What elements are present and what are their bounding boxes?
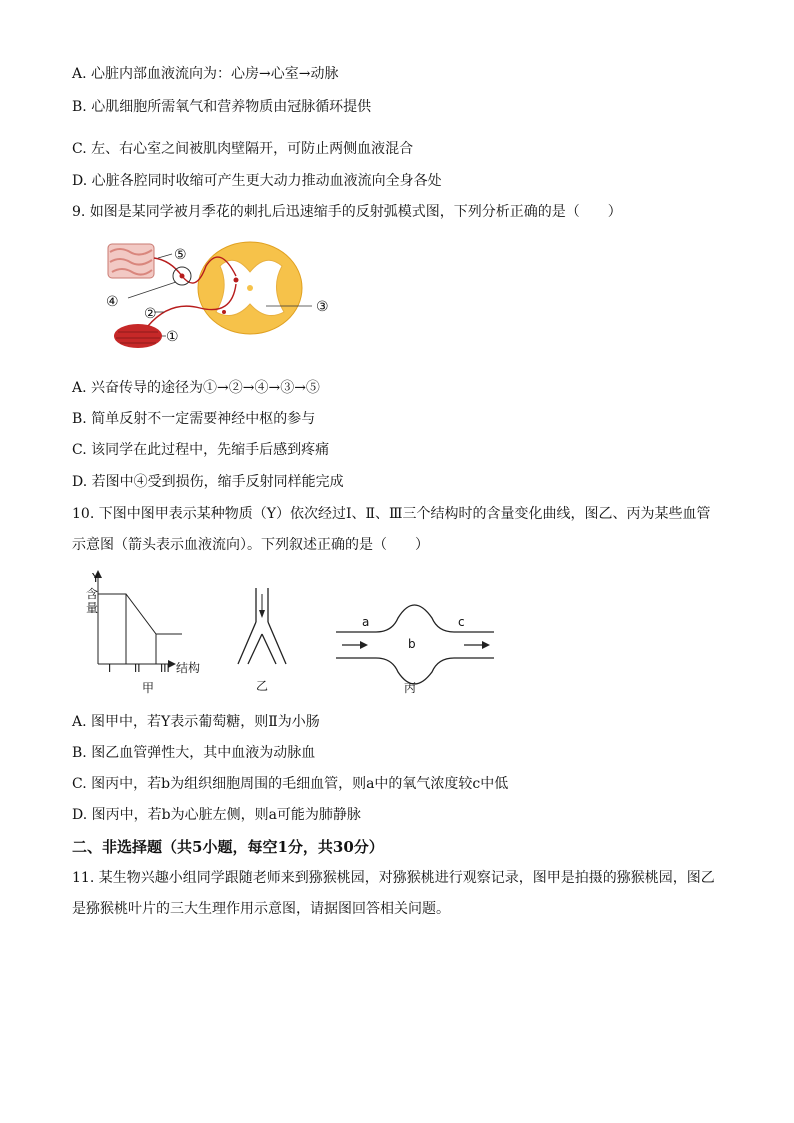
figure-yi [232,586,292,696]
q10-stem-line1: 10. 下图中图甲表示某种物质（Y）依次经过Ⅰ、Ⅱ、Ⅲ三个结构时的含量变化曲线，图乙、丙为某些血管 [72,506,711,522]
bing-label-a: a [362,615,370,629]
q8-option-d: D. 心脏各腔同时收缩可产生更大动力推动血液流向全身各处 [72,173,442,189]
q10-option-d: D. 图丙中，若b为心脏左侧，则a可能为肺静脉 [72,807,361,823]
jia-tick-ii: II [134,662,141,675]
q10-option-b: B. 图乙血管弹性大，其中血液为动脉血 [72,745,316,761]
bing-label-b: b [408,637,416,651]
jia-y-unit-2: 量 [86,601,99,615]
q8-option-b: B. 心肌细胞所需氧气和营养物质由冠脉循环提供 [72,99,372,115]
figure-jia [84,568,214,696]
reflex-arc-figure [100,236,340,354]
label-4: ④ [106,294,119,310]
label-2: ② [144,306,157,322]
q9-option-d: D. 若图中④受到损伤，缩手反射同样能完成 [72,474,344,490]
skin-receptor-graphic [108,244,154,278]
muscle-effector-graphic [114,324,162,348]
q8-option-a: A. 心脏内部血液流向为：心房→心室→动脉 [72,66,339,82]
jia-tick-iii: III [160,662,170,675]
q11-line2: 是猕猴桃叶片的三大生理作用示意图，请据图回答相关问题。 [72,901,450,917]
figure-bing [334,580,496,696]
yi-caption: 乙 [256,679,269,693]
q9-option-c: C. 该同学在此过程中，先缩手后感到疼痛 [72,442,330,458]
q10-option-c: C. 图丙中，若b为组织细胞周围的毛细血管，则a中的氧气浓度较c中低 [72,776,509,792]
q8-option-c: C. 左、右心室之间被肌肉壁隔开，可防止两侧血液混合 [72,141,414,157]
q10-stem-line2: 示意图（箭头表示血液流向）。下列叙述正确的是（ ） [72,537,429,553]
jia-y-unit-1: 含 [86,587,99,601]
bing-label-c: c [458,615,465,629]
q11-line1: 11. 某生物兴趣小组同学跟随老师来到猕猴桃园，对猕猴桃进行观察记录，图甲是拍摄的猕猴桃园，图乙 [72,870,715,886]
label-1: ① [166,329,179,345]
section-heading: 二、非选择题（共5小题，每空1分，共30分） [72,838,384,856]
label-5: ⑤ [174,247,187,263]
bing-caption: 丙 [404,681,417,695]
jia-caption: 甲 [142,681,155,695]
jia-tick-i: I [108,662,112,675]
jia-x-label: 结构 [176,661,201,675]
q9-option-a: A. 兴奋传导的途径为①→②→④→③→⑤ [72,380,320,396]
q10-option-a: A. 图甲中，若Y表示葡萄糖，则Ⅱ为小肠 [72,714,320,730]
q9-option-b: B. 简单反射不一定需要神经中枢的参与 [72,411,316,427]
label-3: ③ [316,299,329,315]
jia-y-label: Y [92,571,100,585]
q9-stem: 9. 如图是某同学被月季花的刺扎后迅速缩手的反射弧模式图，下列分析正确的是（ ） [72,204,622,220]
